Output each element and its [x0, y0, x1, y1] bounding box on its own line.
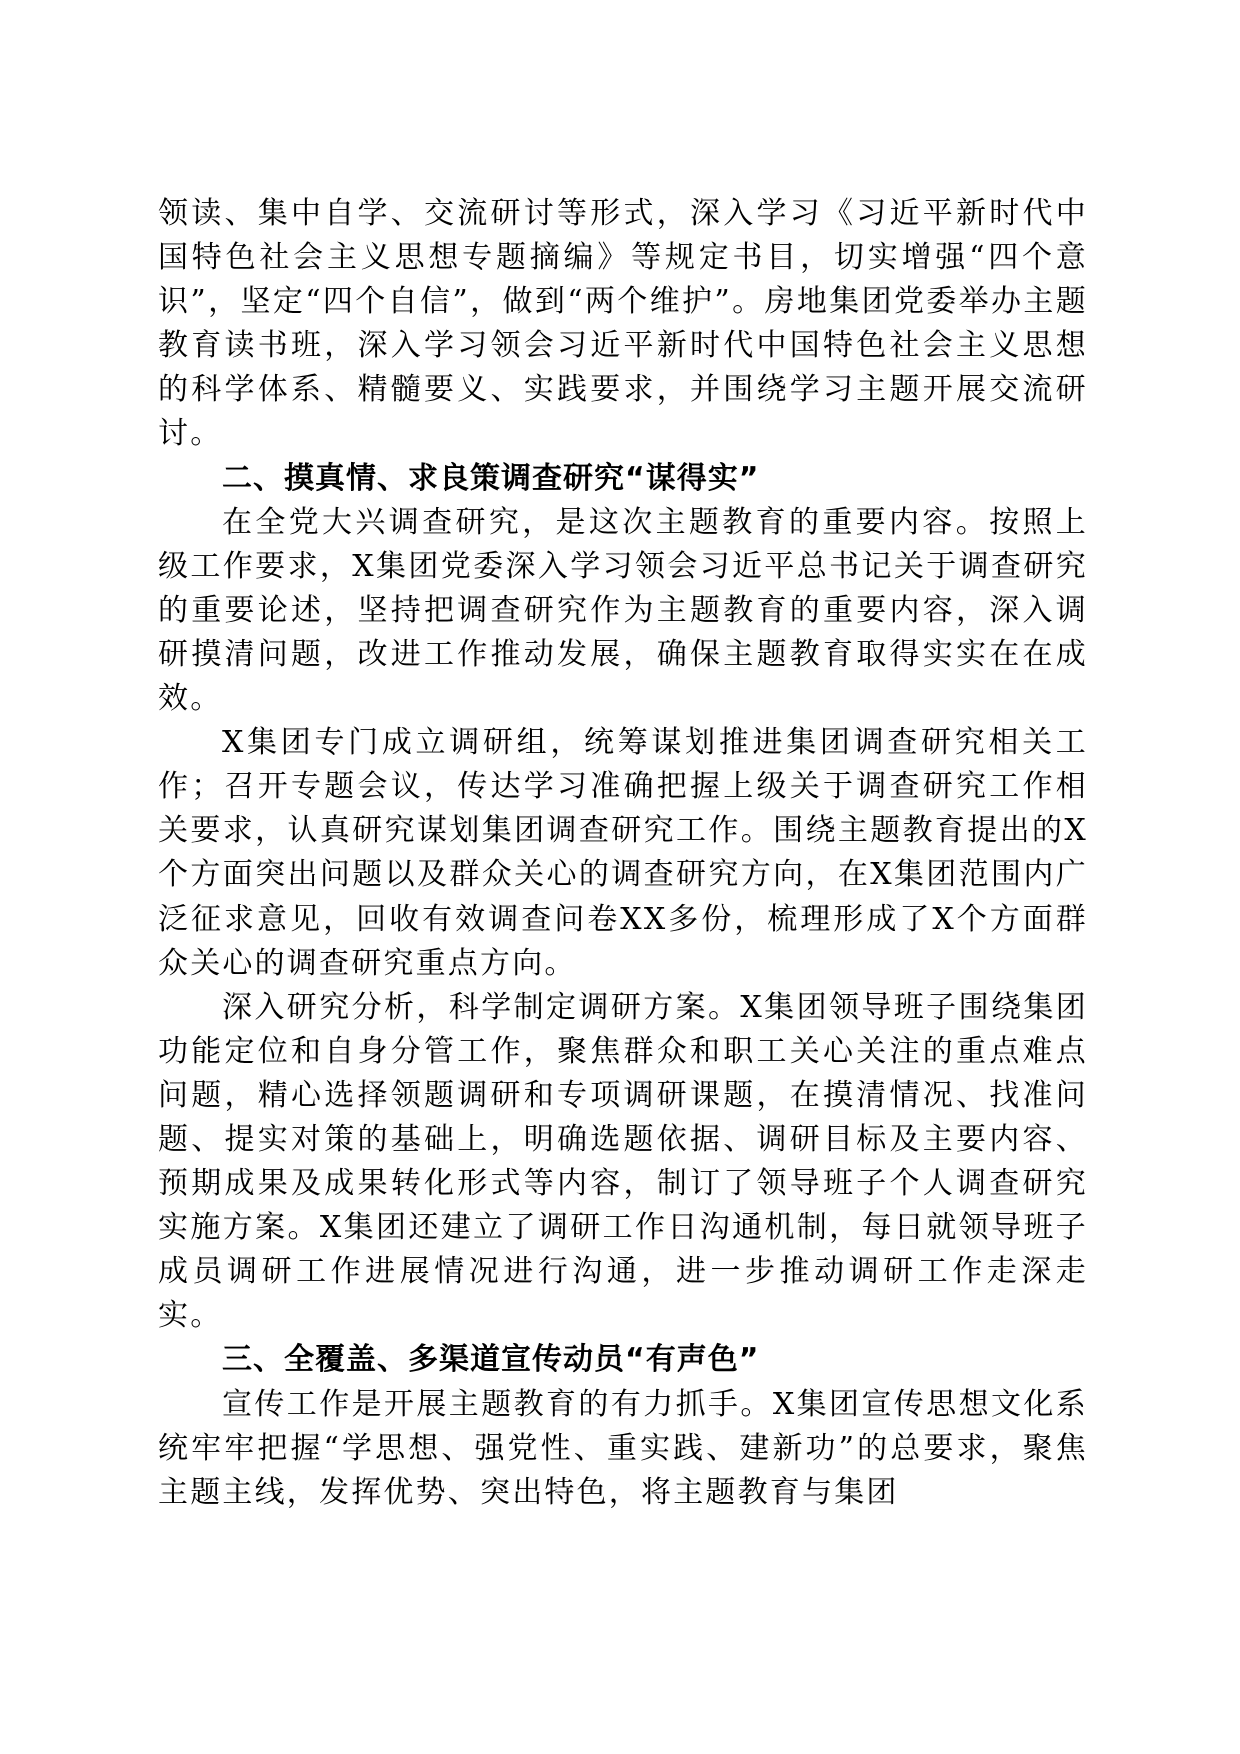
paragraph-reading-methods: 领读、集中自学、交流研讨等形式，深入学习《习近平新时代中国特色社会主义思想专题摘编》等规定书目，切实增强“四个意识”，坚定“四个自信”，做到“两个维护”。房地集团党委举办主题教育读书班，深入学习领会习近平新时代中国特色社会主义思想的科学体系、精髓要义、实践要求，并围绕学习主题开展交流研讨。 [158, 196, 1088, 452]
section-heading-research: 二、摸真情、求良策调查研究“谋得实” [222, 460, 760, 496]
section-heading-publicity: 三、全覆盖、多渠道宣传动员“有声色” [222, 1342, 760, 1378]
paragraph-research-plan: 深入研究分析，科学制定调研方案。X集团领导班子围绕集团功能定位和自身分管工作，聚焦群众和职工关心关注的重点难点问题，精心选择领题调研和专项调研课题，在摸清情况、找准问题、提实对策的基础上，明确选题依据、调研目标及主要内容、预期成果及成果转化形式等内容，制订了领导班子个人调查研究实施方案。X集团还建立了调研工作日沟通机制，每日就领导班子成员调研工作进展情况进行沟通，进一步推动调研工作走深走实。 [158, 989, 1088, 1334]
paragraph-research-intro: 在全党大兴调查研究，是这次主题教育的重要内容。按照上级工作要求，X集团党委深入学习领会习近平总书记关于调查研究的重要论述，坚持把调查研究作为主题教育的重要内容，深入调研摸清问题，改进工作推动发展，确保主题教育取得实实在在成效。 [158, 504, 1088, 717]
paragraph-publicity-intro: 宣传工作是开展主题教育的有力抓手。X集团宣传思想文化系统牢牢把握“学思想、强党性、重实践、建新功”的总要求，聚焦主题主线，发挥优势、突出特色，将主题教育与集团 [158, 1386, 1088, 1510]
document-body [158, 192, 1088, 1515]
paragraph-research-group: X集团专门成立调研组，统筹谋划推进集团调查研究相关工作；召开专题会议，传达学习准确把握上级关于调查研究工作相关要求，认真研究谋划集团调查研究工作。围绕主题教育提出的X个方面突出问题以及群众关心的调查研究方向，在X集团范围内广泛征求意见，回收有效调查问卷XX多份，梳理形成了X个方面群众关心的调查研究重点方向。 [158, 725, 1088, 981]
